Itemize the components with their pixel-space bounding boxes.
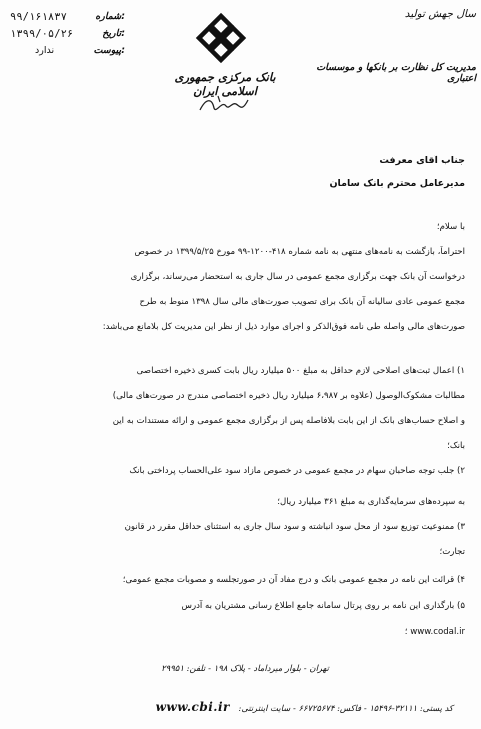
recipient-name: جناب آقای معرفت [379,155,465,166]
letter-date-value: ۱۳۹۹/۰۵/۲۶ [10,28,74,40]
item1-line: ۱) اعمال ثبت‌های اصلاحی لازم حداقل به مبلغ ۵۰۰ میلیارد ریال بابت کسری ذخیره اختصاصی [136,366,465,376]
footer-website-link[interactable]: www.cbi.ir [155,700,230,714]
item3-line: ۳) ممنوعیت توزیع سود از محل سود انباشته و سود سال جاری به استثنای حداقل مقرر در قانون [124,522,465,532]
letter-date-row [10,28,125,44]
recipient-title: مدیرعامل محترم بانک سامان [329,178,465,189]
department-name: مدیریت کل نظارت بر بانکها و موسسات اعتباری [316,62,476,84]
central-bank-logo-icon [195,12,247,64]
para1-line: مجمع عمومی عادی سالیانه آن بانک برای تصویب صورت‌های مالی سال ۱۳۹۸ منوط به طرح [139,297,465,307]
footer-postal-fax: کد پستی: ۳۲۱۱۱-۱۵۴۹۶ - فاکس: ۶۶۷۲۵۶۷۴ - سایت اینترنتی: [238,703,453,713]
item1-line: بانک؛ [447,441,465,451]
letter-number-value: ۹۹/۱۶۱۸۳۷ [10,11,67,23]
year-slogan: سال جهش تولید [404,8,476,20]
para1-line: احتراماً، بازگشت به نامه‌های منتهی به نامه شماره ۴۱۸-۱۲۰۰-۹۹ مورخ ۱۳۹۹/۵/۲۵ در خصوص [134,247,465,257]
letter-date-label: تاریخ: [102,28,125,39]
para1-line: صورت‌های مالی واصله طی نامه فوق‌الذکر و اجرای موارد ذیل از نظر این مدیریت کل بلامانع می‌باشد: [102,322,465,332]
item2-line: ۲) جلب توجه صاحبان سهام در مجمع عمومی در خصوص مازاد سود علی‌الحساب پرداختی بانک [129,466,465,476]
item1-line: مطالبات مشکوک‌الوصول (علاوه بر ۶،۹۸۷ میلیارد ریال ذخیره اختصاصی مندرج در صورت‌های مالی) [112,391,465,401]
footer-contact [88,700,453,714]
item5-line: www.codal.ir ؛ [404,627,465,637]
item4-line: ۴) قرائت این نامه در مجمع عمومی بانک و درج مفاد آن در صورتجلسه و مصوبات مجمع عمومی؛ [122,575,465,585]
item5-line: ۵) بارگذاری این نامه بر روی پرتال سامانه جامع اطلاع رسانی مشتریان به آدرس [181,601,465,611]
letter-number-label: شماره: [95,11,125,22]
footer-address: تهران - بلوار میرداماد - پلاک ۱۹۸ - تلفن: ۲۹۹۵۱ [161,664,329,674]
letter-attachment-label: پیوست: [93,45,125,56]
bank-name-logotype: بانک مرکزی جمهوری اسلامی ایران [174,70,276,98]
letter-attachment-row [10,45,125,61]
greeting: با سلام؛ [436,222,465,232]
letter-number-row [10,11,125,27]
para1-line: درخواست آن بانک جهت برگزاری مجمع عمومی در سال جاری به استحضار می‌رساند، برگزاری [130,272,465,282]
letter-attachment-value: ندارد [35,45,55,56]
item3-line: تجارت؛ [439,547,465,557]
item2-line: به سپرده‌های سرمایه‌گذاری به مبلغ ۳۶۱ میلیارد ریال؛ [277,497,465,507]
signature-scribble [198,92,250,116]
item1-line: و اصلاح حساب‌های بانک از این بابت بلافاصله پس از برگزاری مجمع عمومی و ارائه مستندات به این [112,416,465,426]
